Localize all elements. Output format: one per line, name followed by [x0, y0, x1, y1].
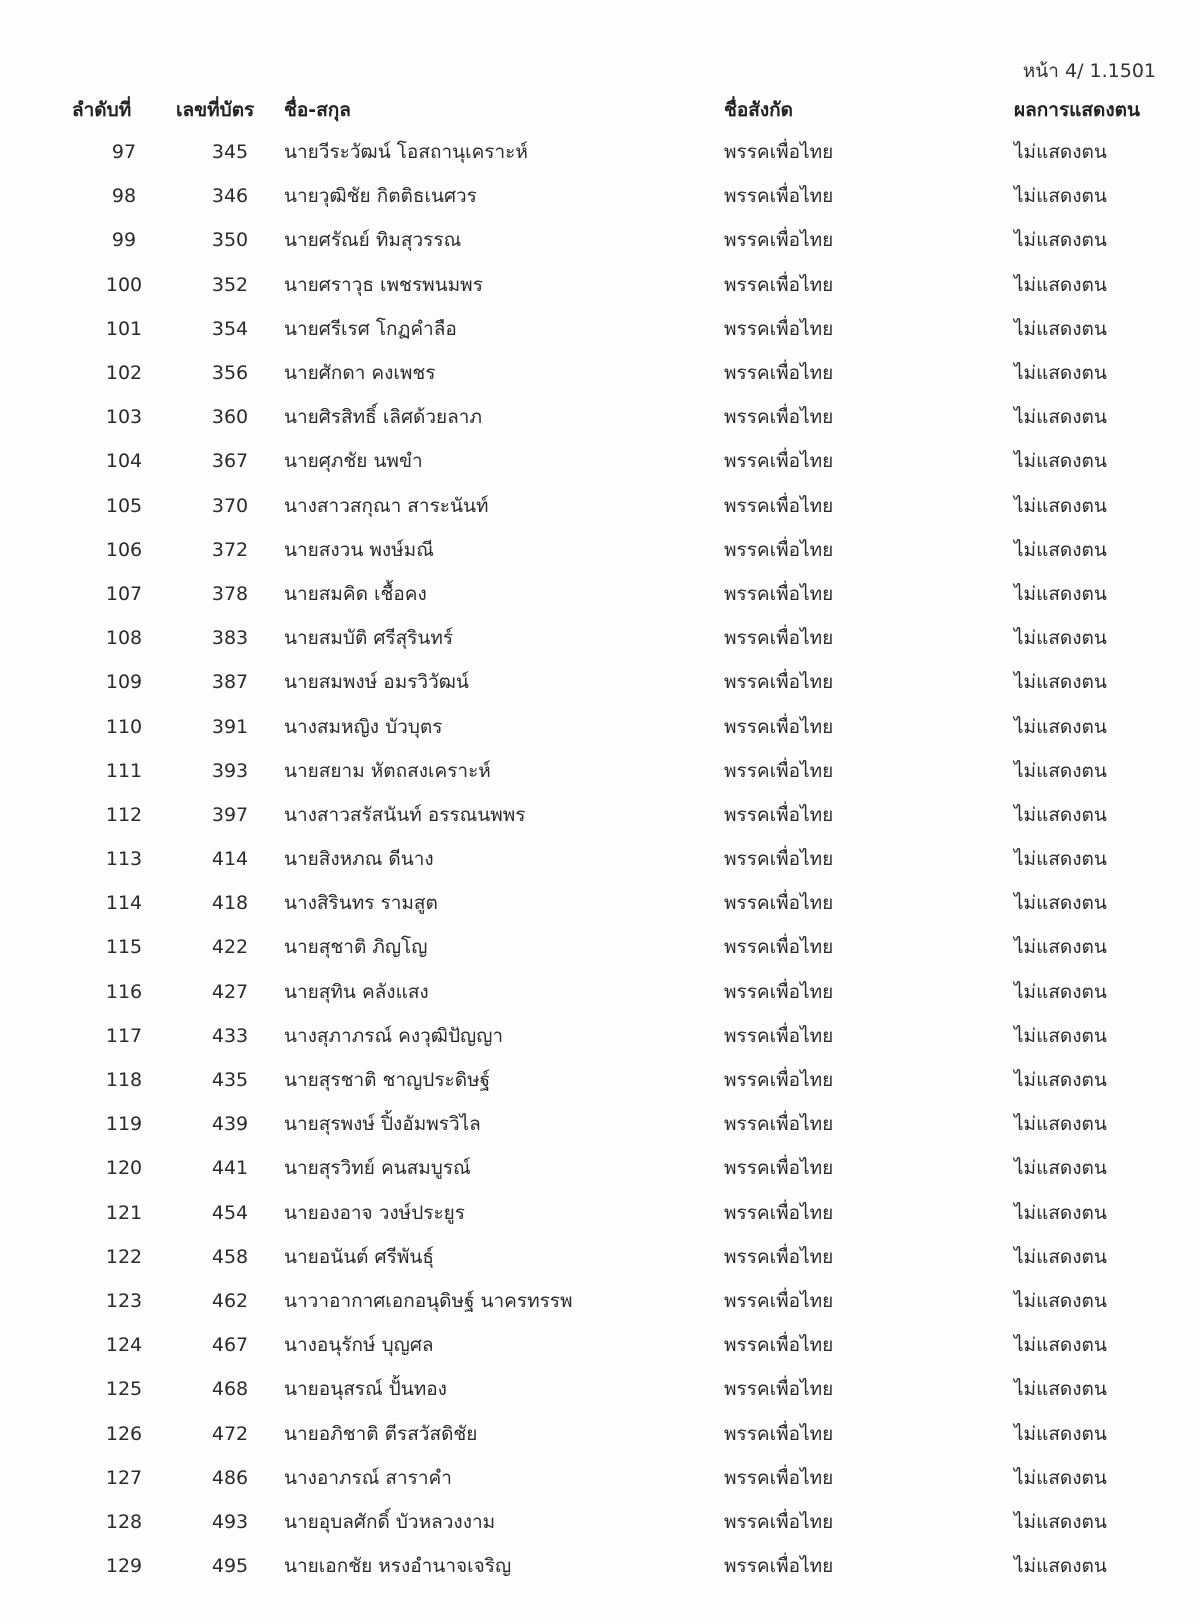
cell-member-name: นายอุบลศักดิ์ บัวหลวงงาม — [284, 1510, 496, 1533]
cell-member-name: นายอนุสรณ์ ปั้นทอง — [284, 1378, 447, 1401]
attendance-table — [72, 90, 1172, 1588]
cell-result: ไม่แสดงตน — [1014, 980, 1107, 1003]
cell-result: ไม่แสดงตน — [1014, 362, 1107, 385]
cell-member-name: นายศรัณย์ ทิมสุวรรณ — [284, 229, 462, 252]
cell-member-name: นายศราวุธ เพชรพนมพร — [284, 273, 483, 296]
cell-card-number: 367 — [211, 450, 249, 473]
cell-seq: 121 — [105, 1201, 143, 1224]
cell-result: ไม่แสดงตน — [1014, 1201, 1107, 1224]
cell-card-number: 397 — [211, 803, 249, 826]
cell-card-number: 427 — [211, 980, 249, 1003]
cell-member-name: นาวาอากาศเอกอนุดิษฐ์ นาครทรรพ — [284, 1289, 573, 1312]
cell-result: ไม่แสดงตน — [1014, 671, 1107, 694]
cell-party: พรรคเพื่อไทย — [724, 1157, 834, 1180]
cell-result: ไม่แสดงตน — [1014, 892, 1107, 915]
cell-member-name: นายศิรสิทธิ์ เลิศด้วยลาภ — [284, 406, 482, 429]
cell-seq: 120 — [105, 1157, 143, 1180]
cell-member-name: นางสาวสกุณา สาระนันท์ — [284, 494, 489, 517]
cell-seq: 123 — [105, 1289, 143, 1312]
cell-member-name: นายสมพงษ์ อมรวิวัฒน์ — [284, 671, 469, 694]
cell-member-name: นายศุภชัย นพขำ — [284, 450, 423, 473]
table-row — [72, 395, 1172, 439]
cell-party: พรรคเพื่อไทย — [724, 406, 834, 429]
cell-card-number: 472 — [211, 1422, 249, 1445]
table-row — [72, 351, 1172, 395]
cell-card-number: 360 — [211, 406, 249, 429]
header-seq: ลำดับที่ — [72, 99, 132, 121]
cell-member-name: นายสงวน พงษ์มณี — [284, 538, 434, 561]
cell-party: พรรคเพื่อไทย — [724, 185, 834, 208]
cell-party: พรรคเพื่อไทย — [724, 759, 834, 782]
cell-party: พรรคเพื่อไทย — [724, 494, 834, 517]
cell-card-number: 462 — [211, 1289, 249, 1312]
cell-card-number: 493 — [211, 1510, 249, 1533]
cell-seq: 106 — [105, 538, 143, 561]
cell-result: ไม่แสดงตน — [1014, 494, 1107, 517]
cell-result: ไม่แสดงตน — [1014, 450, 1107, 473]
table-row — [72, 925, 1172, 969]
cell-result: ไม่แสดงตน — [1014, 582, 1107, 605]
cell-party: พรรคเพื่อไทย — [724, 1069, 834, 1092]
cell-seq: 100 — [105, 273, 143, 296]
cell-result: ไม่แสดงตน — [1014, 803, 1107, 826]
table-row — [72, 263, 1172, 307]
cell-result: ไม่แสดงตน — [1014, 1422, 1107, 1445]
cell-result: ไม่แสดงตน — [1014, 627, 1107, 650]
cell-seq: 97 — [111, 141, 137, 164]
cell-party: พรรคเพื่อไทย — [724, 317, 834, 340]
cell-seq: 108 — [105, 627, 143, 650]
cell-card-number: 495 — [211, 1555, 249, 1578]
cell-party: พรรคเพื่อไทย — [724, 1555, 834, 1578]
cell-card-number: 433 — [211, 1024, 249, 1047]
cell-card-number: 458 — [211, 1245, 249, 1268]
cell-card-number: 422 — [211, 936, 249, 959]
cell-member-name: นายสยาม หัตถสงเคราะห์ — [284, 759, 491, 782]
cell-party: พรรคเพื่อไทย — [724, 538, 834, 561]
cell-card-number: 383 — [211, 627, 249, 650]
cell-card-number: 346 — [211, 185, 249, 208]
table-row — [72, 439, 1172, 483]
cell-result: ไม่แสดงตน — [1014, 848, 1107, 871]
table-row — [72, 1279, 1172, 1323]
cell-card-number: 387 — [211, 671, 249, 694]
cell-result: ไม่แสดงตน — [1014, 1069, 1107, 1092]
cell-result: ไม่แสดงตน — [1014, 538, 1107, 561]
table-row — [72, 307, 1172, 351]
cell-card-number: 370 — [211, 494, 249, 517]
cell-member-name: นางอนุรักษ์ บุญศล — [284, 1334, 434, 1357]
cell-card-number: 454 — [211, 1201, 249, 1224]
cell-seq: 118 — [105, 1069, 143, 1092]
header-party: ชื่อสังกัด — [724, 99, 794, 121]
cell-card-number: 378 — [211, 582, 249, 605]
cell-result: ไม่แสดงตน — [1014, 1555, 1107, 1578]
cell-seq: 110 — [105, 715, 143, 738]
cell-result: ไม่แสดงตน — [1014, 229, 1107, 252]
cell-result: ไม่แสดงตน — [1014, 1334, 1107, 1357]
cell-member-name: นายศรีเรศ โกฏคำลือ — [284, 317, 457, 340]
cell-seq: 127 — [105, 1466, 143, 1489]
cell-seq: 125 — [105, 1378, 143, 1401]
cell-seq: 112 — [105, 803, 143, 826]
cell-card-number: 467 — [211, 1334, 249, 1357]
cell-card-number: 418 — [211, 892, 249, 915]
cell-seq: 103 — [105, 406, 143, 429]
cell-seq: 116 — [105, 980, 143, 1003]
cell-party: พรรคเพื่อไทย — [724, 715, 834, 738]
header-row — [72, 90, 1172, 130]
table-row — [72, 793, 1172, 837]
table-row — [72, 616, 1172, 660]
cell-member-name: นายสมคิด เชื้อคง — [284, 582, 427, 605]
cell-party: พรรคเพื่อไทย — [724, 582, 834, 605]
cell-seq: 126 — [105, 1422, 143, 1445]
cell-party: พรรคเพื่อไทย — [724, 848, 834, 871]
cell-seq: 122 — [105, 1245, 143, 1268]
cell-member-name: นายวุฒิชัย กิตติธเนศวร — [284, 185, 477, 208]
cell-seq: 109 — [105, 671, 143, 694]
table-row — [72, 1146, 1172, 1190]
cell-seq: 114 — [105, 892, 143, 915]
cell-party: พรรคเพื่อไทย — [724, 141, 834, 164]
cell-seq: 102 — [105, 362, 143, 385]
cell-card-number: 391 — [211, 715, 249, 738]
cell-card-number: 350 — [211, 229, 249, 252]
table-row — [72, 1500, 1172, 1544]
page-reference: หน้า 4/ 1.1501 — [1022, 60, 1156, 82]
cell-party: พรรคเพื่อไทย — [724, 627, 834, 650]
header-result: ผลการแสดงตน — [1014, 99, 1140, 121]
cell-party: พรรคเพื่อไทย — [724, 1113, 834, 1136]
table-row — [72, 484, 1172, 528]
cell-party: พรรคเพื่อไทย — [724, 892, 834, 915]
table-row — [72, 572, 1172, 616]
cell-card-number: 354 — [211, 317, 249, 340]
table-row — [72, 1411, 1172, 1455]
cell-seq: 104 — [105, 450, 143, 473]
cell-member-name: นางสมหญิง บัวบุตร — [284, 715, 443, 738]
cell-member-name: นายเอกชัย หรงอำนาจเจริญ — [284, 1555, 512, 1578]
cell-member-name: นายองอาจ วงษ์ประยูร — [284, 1201, 466, 1224]
cell-member-name: นายสุรชาติ ชาญประดิษฐ์ — [284, 1069, 491, 1092]
table-row — [72, 130, 1172, 174]
table-row — [72, 837, 1172, 881]
table-row — [72, 1456, 1172, 1500]
table-row — [72, 1367, 1172, 1411]
table-header — [72, 90, 1172, 130]
cell-party: พรรคเพื่อไทย — [724, 1466, 834, 1489]
cell-party: พรรคเพื่อไทย — [724, 450, 834, 473]
cell-member-name: นายอภิชาติ ตีรสวัสดิชัย — [284, 1422, 478, 1445]
table-row — [72, 1191, 1172, 1235]
cell-party: พรรคเพื่อไทย — [724, 229, 834, 252]
cell-seq: 111 — [105, 759, 143, 782]
cell-member-name: นายอนันต์ ศรีพันธุ์ — [284, 1245, 434, 1268]
cell-member-name: นางสิรินทร รามสูต — [284, 892, 438, 915]
cell-result: ไม่แสดงตน — [1014, 185, 1107, 208]
cell-card-number: 393 — [211, 759, 249, 782]
cell-result: ไม่แสดงตน — [1014, 936, 1107, 959]
cell-result: ไม่แสดงตน — [1014, 1113, 1107, 1136]
cell-party: พรรคเพื่อไทย — [724, 273, 834, 296]
header-name: ชื่อ-สกุล — [284, 99, 351, 121]
cell-member-name: นายศักดา คงเพชร — [284, 362, 436, 385]
cell-seq: 113 — [105, 848, 143, 871]
cell-card-number: 356 — [211, 362, 249, 385]
table-row — [72, 1544, 1172, 1588]
cell-result: ไม่แสดงตน — [1014, 1157, 1107, 1180]
cell-result: ไม่แสดงตน — [1014, 1378, 1107, 1401]
table-row — [72, 174, 1172, 218]
table-row — [72, 1058, 1172, 1102]
cell-seq: 128 — [105, 1510, 143, 1533]
cell-member-name: นายสมบัติ ศรีสุรินทร์ — [284, 627, 454, 650]
cell-card-number: 352 — [211, 273, 249, 296]
cell-card-number: 414 — [211, 848, 249, 871]
cell-result: ไม่แสดงตน — [1014, 317, 1107, 340]
cell-seq: 119 — [105, 1113, 143, 1136]
header-card: เลขที่บัตร — [176, 99, 255, 121]
table-row — [72, 528, 1172, 572]
cell-card-number: 439 — [211, 1113, 249, 1136]
cell-member-name: นายสุรวิทย์ คนสมบูรณ์ — [284, 1157, 471, 1180]
cell-member-name: นายสุชาติ ภิญโญ — [284, 936, 428, 959]
cell-result: ไม่แสดงตน — [1014, 1245, 1107, 1268]
cell-card-number: 435 — [211, 1069, 249, 1092]
cell-member-name: นางสาวสรัสนันท์ อรรณนพพร — [284, 803, 526, 826]
cell-result: ไม่แสดงตน — [1014, 715, 1107, 738]
table-row — [72, 218, 1172, 262]
cell-card-number: 486 — [211, 1466, 249, 1489]
cell-seq: 117 — [105, 1024, 143, 1047]
cell-card-number: 468 — [211, 1378, 249, 1401]
cell-result: ไม่แสดงตน — [1014, 273, 1107, 296]
cell-seq: 115 — [105, 936, 143, 959]
table-row — [72, 749, 1172, 793]
cell-card-number: 345 — [211, 141, 249, 164]
table-row — [72, 660, 1172, 704]
cell-party: พรรคเพื่อไทย — [724, 362, 834, 385]
cell-party: พรรคเพื่อไทย — [724, 1024, 834, 1047]
cell-member-name: นายวีระวัฒน์ โอสถานุเคราะห์ — [284, 141, 528, 164]
cell-party: พรรคเพื่อไทย — [724, 671, 834, 694]
cell-party: พรรคเพื่อไทย — [724, 1422, 834, 1445]
table-row — [72, 1323, 1172, 1367]
cell-result: ไม่แสดงตน — [1014, 141, 1107, 164]
cell-party: พรรคเพื่อไทย — [724, 1510, 834, 1533]
cell-member-name: นางอาภรณ์ สาราคำ — [284, 1466, 452, 1489]
cell-result: ไม่แสดงตน — [1014, 1024, 1107, 1047]
cell-party: พรรคเพื่อไทย — [724, 1289, 834, 1312]
table-row — [72, 1102, 1172, 1146]
cell-party: พรรคเพื่อไทย — [724, 1378, 834, 1401]
cell-result: ไม่แสดงตน — [1014, 1466, 1107, 1489]
cell-party: พรรคเพื่อไทย — [724, 1334, 834, 1357]
table-row — [72, 704, 1172, 748]
cell-result: ไม่แสดงตน — [1014, 1289, 1107, 1312]
cell-result: ไม่แสดงตน — [1014, 406, 1107, 429]
table-body — [72, 130, 1172, 1588]
cell-member-name: นายสุรพงษ์ ปิ้งอัมพรวิไล — [284, 1113, 481, 1136]
cell-member-name: นายสุทิน คลังแสง — [284, 980, 429, 1003]
cell-seq: 98 — [111, 185, 137, 208]
cell-party: พรรคเพื่อไทย — [724, 936, 834, 959]
cell-result: ไม่แสดงตน — [1014, 1510, 1107, 1533]
cell-member-name: นางสุภาภรณ์ คงวุฒิปัญญา — [284, 1024, 504, 1047]
cell-card-number: 372 — [211, 538, 249, 561]
cell-seq: 101 — [105, 317, 143, 340]
cell-seq: 99 — [111, 229, 137, 252]
cell-party: พรรคเพื่อไทย — [724, 1201, 834, 1224]
table-row — [72, 1235, 1172, 1279]
cell-result: ไม่แสดงตน — [1014, 759, 1107, 782]
table-row — [72, 881, 1172, 925]
table-row — [72, 1014, 1172, 1058]
cell-seq: 129 — [105, 1555, 143, 1578]
table-row — [72, 970, 1172, 1014]
cell-card-number: 441 — [211, 1157, 249, 1180]
cell-seq: 105 — [105, 494, 143, 517]
cell-party: พรรคเพื่อไทย — [724, 1245, 834, 1268]
cell-member-name: นายสิงหภณ ดีนาง — [284, 848, 434, 871]
cell-seq: 124 — [105, 1334, 143, 1357]
cell-party: พรรคเพื่อไทย — [724, 803, 834, 826]
cell-party: พรรคเพื่อไทย — [724, 980, 834, 1003]
cell-seq: 107 — [105, 582, 143, 605]
